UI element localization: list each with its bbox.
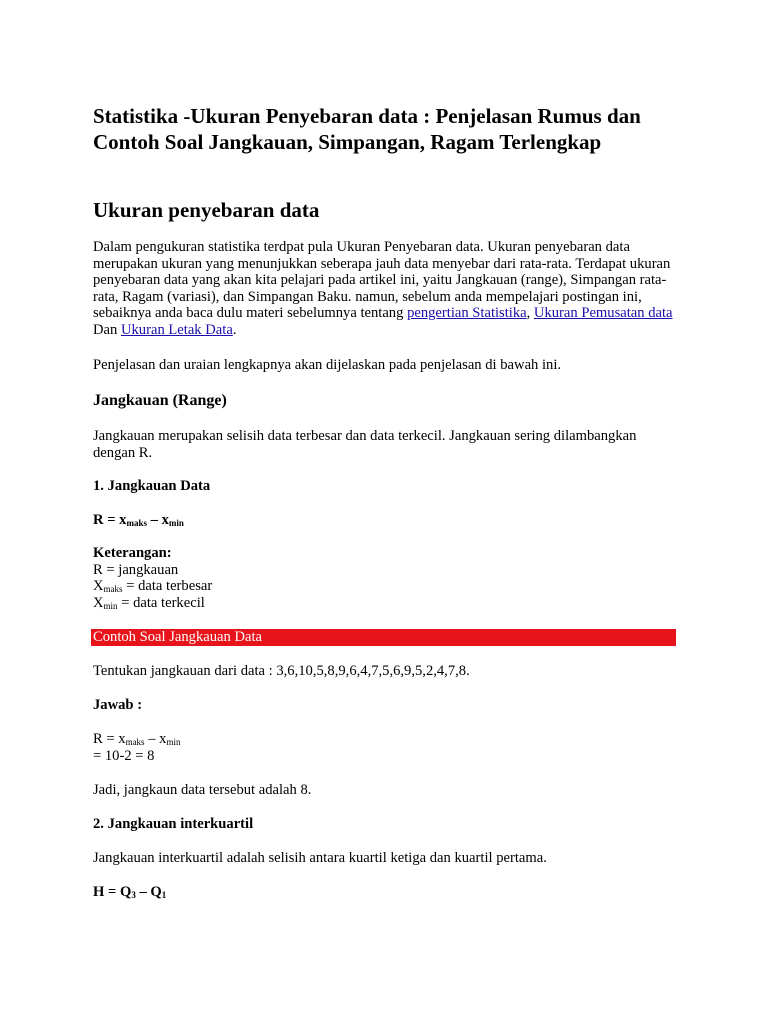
keterangan-block: [93, 545, 678, 611]
sub2-heading: 2. Jangkauan interkuartil: [93, 816, 254, 832]
sub2-definition: Jangkauan interkuartil adalah selisih antara kuartil ketiga dan kuartil pertama.: [93, 850, 547, 866]
formula-x-min: x: [161, 512, 169, 528]
formula-minus: –: [146, 512, 162, 528]
intro-separator-1: ,: [526, 305, 534, 322]
keterangan-line-max: [93, 578, 678, 595]
answer-conclusion: Jadi, jangkaun data tersebut adalah 8.: [93, 782, 312, 798]
answer-label: Jawab :: [93, 697, 143, 713]
intro-text: Dalam pengukuran statistika terdpat pula Ukuran Penyebaran data. Ukuran penyebaran data merupakan ukuran yang menunjukkan seberapa jauh data menyebar dari rata-rata. Terdapat ukuran penyebaran data yang akan kita pelajari pada artikel ini, yaitu Jangkauan (range), Simpangan rata-rata, Ragam (variasi), dan Simpangan Baku. namun, sebelum anda mempelajari postingan ini, sebaiknya anda baca dulu materi sebelumnya tentang: [93, 239, 671, 322]
keterangan-sub-max: maks: [103, 584, 123, 595]
answer-step: = 10-2 = 8: [93, 747, 155, 764]
formula-range: [93, 512, 678, 529]
range-definition: Jangkauan merupakan selisih data terbesar dan data terkecil. Jangkauan sering dilambangkan dengan R.: [93, 428, 637, 461]
keterangan-label: Keterangan:: [93, 545, 172, 561]
formula2-lhs: H = Q: [93, 884, 132, 900]
keterangan-line-r: R = jangkauan: [93, 561, 179, 578]
answer-sub-min: min: [166, 737, 181, 747]
answer-x-min: x: [159, 731, 167, 747]
intro-paragraph: [93, 239, 678, 339]
formula2-sub-1: 1: [161, 890, 167, 900]
article-title: Statistika -Ukuran Penyebaran data : Penjelasan Rumus dan Contoh Soal Jangkauan, Simpangan, Ragam Terlengkap: [93, 104, 641, 154]
answer-minus: –: [144, 731, 160, 747]
answer-x-max: x: [118, 731, 126, 747]
link-ukuran-pemusatan-data[interactable]: Ukuran Pemusatan data: [533, 305, 673, 322]
answer-sub-max: maks: [125, 737, 145, 747]
keterangan-var-max: X: [93, 578, 104, 595]
formula2-minus: – Q: [135, 884, 162, 900]
answer-lhs: R =: [93, 731, 119, 747]
keterangan-text-min: = data terkecil: [117, 594, 205, 611]
formula-sub-max: maks: [126, 518, 147, 528]
keterangan-text-max: = data terbesar: [122, 578, 213, 595]
explanation-note: Penjelasan dan uraian lengkapnya akan dijelaskan pada penjelasan di bawah ini.: [93, 357, 562, 373]
intro-end: .: [232, 321, 237, 338]
answer-formula: [93, 731, 678, 748]
formula-interquartile: [93, 884, 678, 901]
link-ukuran-letak-data[interactable]: Ukuran Letak Data: [120, 321, 233, 338]
keterangan-var-min: X: [93, 594, 104, 611]
keterangan-line-min: [93, 595, 678, 612]
intro-separator-2: Dan: [93, 321, 121, 338]
link-pengertian-statistika[interactable]: pengertian Statistika: [407, 305, 527, 322]
formula-x-max: x: [119, 512, 127, 528]
range-heading: Jangkauan (Range): [93, 392, 227, 409]
answer-block: [93, 731, 678, 764]
formula-sub-min: min: [168, 518, 184, 528]
formula-lhs: R =: [93, 512, 120, 528]
sub1-heading: 1. Jangkauan Data: [93, 478, 211, 494]
section-heading: Ukuran penyebaran data: [93, 198, 320, 222]
example-banner: Contoh Soal Jangkauan Data: [91, 629, 676, 646]
formula2-sub-3: 3: [131, 890, 136, 900]
keterangan-sub-min: min: [103, 600, 118, 611]
example-question: Tentukan jangkauan dari data : 3,6,10,5,8,9,6,4,7,5,6,9,5,2,4,7,8.: [93, 663, 470, 679]
